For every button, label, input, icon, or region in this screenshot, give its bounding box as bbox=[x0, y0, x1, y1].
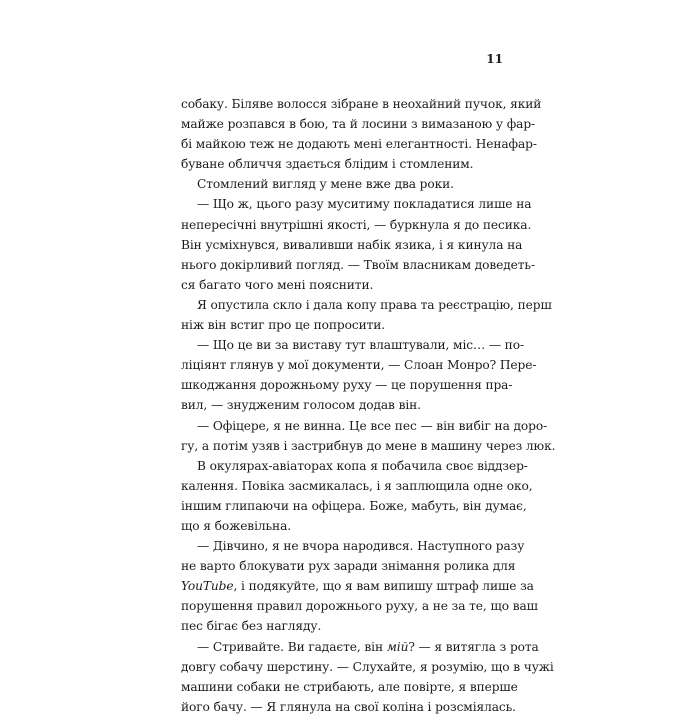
text-segment: — Що це ви за виставу тут влаштували, міс… — по- bbox=[197, 338, 524, 353]
text-line bbox=[181, 315, 496, 335]
text-segment: не варто блокувати рух заради знімання ролика для bbox=[181, 559, 516, 574]
text-segment: пес бігає без нагляду. bbox=[181, 619, 322, 634]
text-segment: — Офіцере, я не винна. Це все пес — він вибіг на доро- bbox=[197, 418, 548, 433]
text-line bbox=[181, 536, 525, 556]
text-segment: буване обличчя здається блідим і стомленим. bbox=[181, 157, 474, 172]
text-line bbox=[181, 637, 539, 657]
text-line bbox=[181, 255, 535, 275]
text-segment: Я опустила скло і дала копу права та реєстрацію, перш bbox=[197, 297, 552, 312]
text-line bbox=[181, 395, 496, 415]
text-segment: собаку. Біляве волосся зібране в неохайний пучок, який bbox=[181, 97, 542, 111]
text-line bbox=[181, 436, 556, 456]
text-line bbox=[181, 275, 496, 295]
text-segment: майже розпався в бою, та й лосини з вимазаною у фар- bbox=[181, 117, 536, 132]
text-segment: — Дівчино, я не вчора народився. Наступного разу bbox=[197, 539, 525, 554]
text-segment: ніж він встиг про це попросити. bbox=[181, 318, 386, 333]
text-line bbox=[181, 697, 516, 717]
text-line bbox=[181, 616, 496, 636]
text-line bbox=[181, 677, 518, 697]
text-segment: , і подякуйте, що я вам випишу штраф лише за bbox=[233, 579, 534, 594]
text-segment: нього докірливий погляд. — Твоїм власникам доведеть- bbox=[181, 257, 535, 272]
text-segment: Він усміхнувся, виваливши набік язика, і я кинула на bbox=[181, 237, 523, 252]
text-segment: калення. Повіка засмикалась, і я заплющила одне око, bbox=[181, 478, 533, 493]
text-line bbox=[181, 335, 524, 355]
text-segment: — Стривайте. Ви гадаєте, він bbox=[197, 639, 387, 654]
text-line bbox=[181, 596, 538, 616]
text-line bbox=[181, 657, 554, 677]
text-segment: В окулярах-авіаторах копа я побачила своє віддзер- bbox=[197, 458, 528, 473]
text-segment: його бачу. — Я глянула на свої коліна і розсміялась. bbox=[181, 699, 516, 714]
text-line bbox=[181, 375, 513, 395]
text-line bbox=[181, 134, 537, 154]
text-segment: непересічні внутрішні якості, — буркнула я до песика. bbox=[181, 217, 532, 232]
text-line bbox=[181, 355, 537, 375]
text-line bbox=[181, 416, 548, 436]
text-line bbox=[181, 235, 523, 255]
text-segment: ? — я витягла з рота bbox=[408, 639, 539, 654]
text-line bbox=[181, 114, 536, 134]
text-segment: шкоджання дорожньому руху — це порушення пра- bbox=[181, 378, 513, 393]
text-segment: що я божевільна. bbox=[181, 518, 292, 533]
text-line bbox=[181, 174, 496, 194]
text-segment: бі майкою теж не додають мені елегантності. Ненафар- bbox=[181, 137, 537, 152]
text-line bbox=[181, 94, 542, 114]
text-segment: — Що ж, цього разу муситиму покладатися лише на bbox=[197, 197, 532, 212]
text-segment: довгу собачу шерстину. — Слухайте, я розумію, що в чужі bbox=[181, 659, 554, 674]
text-line bbox=[181, 476, 533, 496]
text-segment: Стомлений вигляд у мене вже два роки. bbox=[197, 177, 454, 192]
body-text bbox=[181, 94, 556, 717]
text-segment: ліціянт глянув у мої документи, — Слоан Монро? Пере- bbox=[181, 358, 537, 373]
text-segment: порушення правил дорожнього руху, а не за те, що ваш bbox=[181, 599, 538, 614]
text-segment: вил, — знудженим голосом додав він. bbox=[181, 398, 421, 413]
text-segment: ся багато чого мені пояснити. bbox=[181, 277, 374, 292]
text-line bbox=[181, 194, 532, 214]
text-line bbox=[181, 154, 496, 174]
text-line bbox=[181, 496, 527, 516]
text-line bbox=[181, 295, 552, 315]
text-segment: гу, а потім узяв і застрибнув до мене в машину через люк. bbox=[181, 438, 556, 453]
text-line bbox=[181, 576, 534, 596]
italic-text: YouTube bbox=[181, 579, 234, 594]
text-line bbox=[181, 516, 496, 536]
page-number: 11 bbox=[486, 52, 503, 66]
text-segment: машини собаки не стрибають, але повірте, я вперше bbox=[181, 679, 518, 694]
text-line bbox=[181, 556, 516, 576]
italic-text: мій bbox=[386, 639, 409, 654]
text-line bbox=[181, 456, 528, 476]
text-segment: іншим глипаючи на офіцера. Боже, мабуть, він думає, bbox=[181, 498, 527, 513]
text-line bbox=[181, 215, 532, 235]
